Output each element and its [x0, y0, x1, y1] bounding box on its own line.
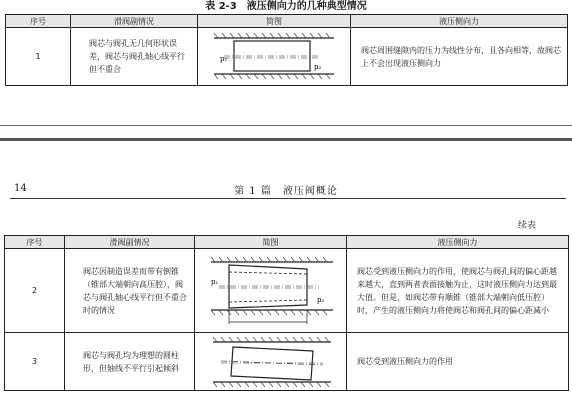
- row-number: 3: [5, 333, 65, 391]
- row-sketch: [195, 249, 347, 333]
- header-force: 液压侧向力: [351, 15, 568, 28]
- continued-label: 续表: [518, 221, 537, 231]
- table-row: [5, 333, 569, 391]
- header-sketch: 简图: [195, 236, 347, 249]
- header-sketch: 简图: [198, 15, 351, 28]
- pressure-p1-label: p₁: [220, 54, 228, 63]
- row-condition: 阀芯与阀孔无几何形状误差，阀芯与阀孔轴心线平行但不重合: [71, 28, 198, 86]
- table-caption: 表 2-3 液压侧向力的几种典型情况: [205, 1, 367, 12]
- spool-sketch-2: [195, 250, 346, 332]
- row-force: 阀芯受到液压侧向力的作用: [347, 333, 569, 391]
- page-number: 14: [14, 183, 27, 194]
- table-row: [6, 28, 568, 86]
- row-number: 1: [6, 28, 71, 86]
- running-title: 第 1 篇 液压阀概论: [234, 186, 338, 197]
- page-separator: [0, 138, 572, 141]
- header-no: 序号: [5, 236, 65, 249]
- row-force: 阀芯周围缝隙内的压力为线性分布，且各向相等，故阀芯上不会出现液压侧向力: [351, 28, 568, 86]
- pressure-p2-label: p₂: [317, 295, 325, 304]
- spool-sketch-1: [198, 29, 350, 85]
- row-sketch: [198, 28, 351, 86]
- page-separator: [0, 125, 572, 126]
- typical-cases-table-top: [5, 14, 568, 86]
- row-sketch: [195, 333, 347, 391]
- row-condition: 阀芯与阀孔均为理想的圆柱形，但轴线不平行引起倾斜: [65, 333, 195, 391]
- row-force: 阀芯受到液压侧向力的作用，使阀芯与阀孔间的偏心距越来越大，直到两者表面接触为止，这时液压侧向力达到最大值。但是，如阀芯带有顺锥（锥部大端朝向低压腔）时，产生的液压侧向力将使阀芯和阀孔间的偏心距减小: [347, 249, 569, 333]
- pressure-p2-label: p₂: [314, 62, 322, 71]
- header-condition: 滑阀副情况: [71, 15, 198, 28]
- header-condition: 滑阀副情况: [65, 236, 195, 249]
- header-force: 液压侧向力: [347, 236, 569, 249]
- header-rule: [10, 198, 566, 199]
- table-row: [5, 249, 569, 333]
- row-condition: 阀芯因制造误差而带有倒锥（锥部大端朝向高压腔），阀芯与阀孔轴心线平行但不重合时的情况: [65, 249, 195, 333]
- pressure-p1-label: p₁: [211, 277, 219, 286]
- row-number: 2: [5, 249, 65, 333]
- typical-cases-table-bottom: [4, 235, 569, 391]
- spool-sketch-3: [195, 334, 346, 390]
- header-no: 序号: [6, 15, 71, 28]
